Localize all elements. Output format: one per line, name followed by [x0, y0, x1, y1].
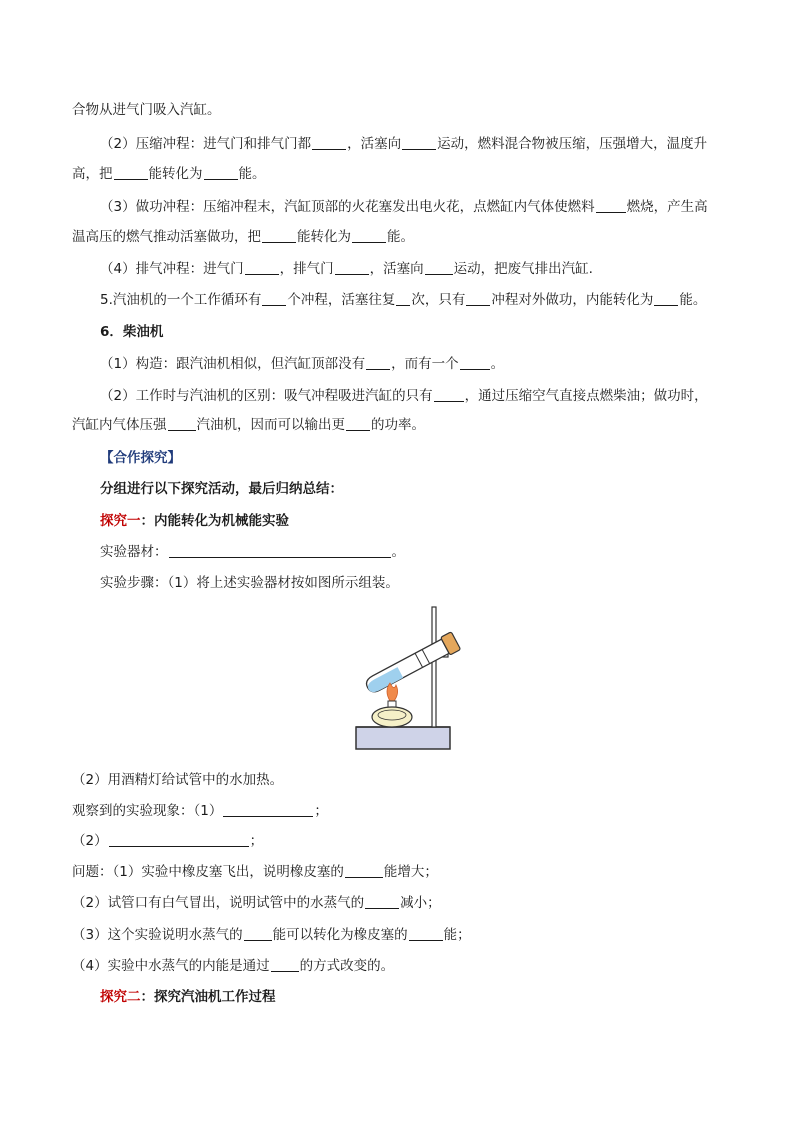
test-tube [363, 632, 461, 697]
fill-blank[interactable] [466, 291, 490, 306]
fill-blank[interactable] [114, 165, 148, 180]
section-heading-cooperative: 【合作探究】 [100, 450, 181, 466]
stand-base [356, 727, 450, 749]
inquiry-two-heading: 探究二：探究汽油机工作过程 [100, 989, 276, 1005]
text-line-9: （1）构造：跟汽油机相似，但汽缸顶部没有 ，而有一个 。 [100, 356, 505, 372]
fill-blank[interactable] [366, 355, 390, 370]
stand-rod [432, 607, 436, 727]
fill-blank[interactable] [365, 894, 399, 909]
fill-blank[interactable] [434, 387, 464, 402]
fill-blank[interactable] [262, 228, 296, 243]
fill-blank[interactable] [460, 355, 490, 370]
fill-blank[interactable] [271, 957, 299, 972]
fill-blank-observation-1[interactable] [223, 802, 313, 817]
fill-blank[interactable] [352, 228, 386, 243]
text-line-10: （2）工作时与汽油机的区别：吸气冲程吸进汽缸的只有 ，通过压缩空气直接点燃柴油；做功时， [100, 388, 708, 404]
fill-blank[interactable] [204, 165, 238, 180]
text-line-4: （3）做功冲程：压缩冲程末，汽缸顶部的火花塞发出电火花，点燃缸内气体使燃料 燃烧，产生高 [100, 199, 708, 215]
inquiry-one-heading: 探究一：内能转化为机械能实验 [100, 513, 289, 529]
text-line-21: （2）试管口有白气冒出，说明试管中的水蒸气的 减小； [72, 895, 441, 911]
fill-blank[interactable] [409, 926, 443, 941]
fill-blank[interactable] [262, 291, 286, 306]
text-line-15: 实验器材： 。 [100, 544, 405, 560]
text-line-1: 合物从进气门吸入汽缸。 [72, 102, 221, 118]
fill-blank[interactable] [335, 260, 369, 275]
fill-blank[interactable] [425, 260, 453, 275]
fill-blank[interactable] [312, 135, 346, 150]
fill-blank-observation-2[interactable] [109, 832, 249, 847]
section-heading-diesel: 6．柴油机 [100, 324, 164, 340]
text-line-18: 观察到的实验现象：（1） ； [72, 803, 328, 819]
text-line-2: （2）压缩冲程：进气门和排气门都 ，活塞向 运动，燃料混合物被压缩，压强增大，温度升 [100, 136, 708, 152]
flame [387, 683, 398, 701]
text-line-5: 温高压的燃气推动活塞做功，把 能转化为 能。 [72, 229, 414, 245]
text-line-7: 5.汽油机的一个工作循环有 个冲程，活塞往复 次，只有 冲程对外做功，内能转化为 能。 [100, 292, 707, 308]
fill-blank[interactable] [346, 416, 370, 431]
fill-blank-materials[interactable] [169, 543, 391, 558]
fill-blank[interactable] [402, 135, 436, 150]
text-line-3: 高，把 能转化为 能。 [72, 166, 266, 182]
text-line-23: （4）实验中水蒸气的内能是通过 的方式改变的。 [72, 958, 395, 974]
experiment-apparatus-figure [350, 605, 470, 755]
fill-blank[interactable] [244, 926, 272, 941]
fill-blank[interactable] [654, 291, 678, 306]
fill-blank[interactable] [168, 416, 196, 431]
fill-blank[interactable] [245, 260, 279, 275]
fill-blank[interactable] [345, 863, 383, 878]
text-line-19: （2） ； [72, 833, 264, 849]
text-line-11: 汽缸内气体压强 汽油机，因而可以输出更 的功率。 [72, 417, 425, 433]
text-line-22: （3）这个实验说明水蒸气的 能可以转化为橡皮塞的 能； [72, 927, 471, 943]
text-line-6: （4）排气冲程：进气门 ，排气门 ，活塞向 运动，把废气排出汽缸. [100, 261, 593, 277]
text-line-16: 实验步骤：（1）将上述实验器材按如图所示组装。 [100, 575, 399, 591]
fill-blank[interactable] [596, 198, 626, 213]
instruction-line: 分组进行以下探究活动，最后归纳总结： [100, 481, 343, 497]
fill-blank[interactable] [396, 291, 410, 306]
text-line-17: （2）用酒精灯给试管中的水加热。 [72, 772, 284, 788]
text-line-20: 问题：（1）实验中橡皮塞飞出，说明橡皮塞的 能增大； [72, 864, 438, 880]
